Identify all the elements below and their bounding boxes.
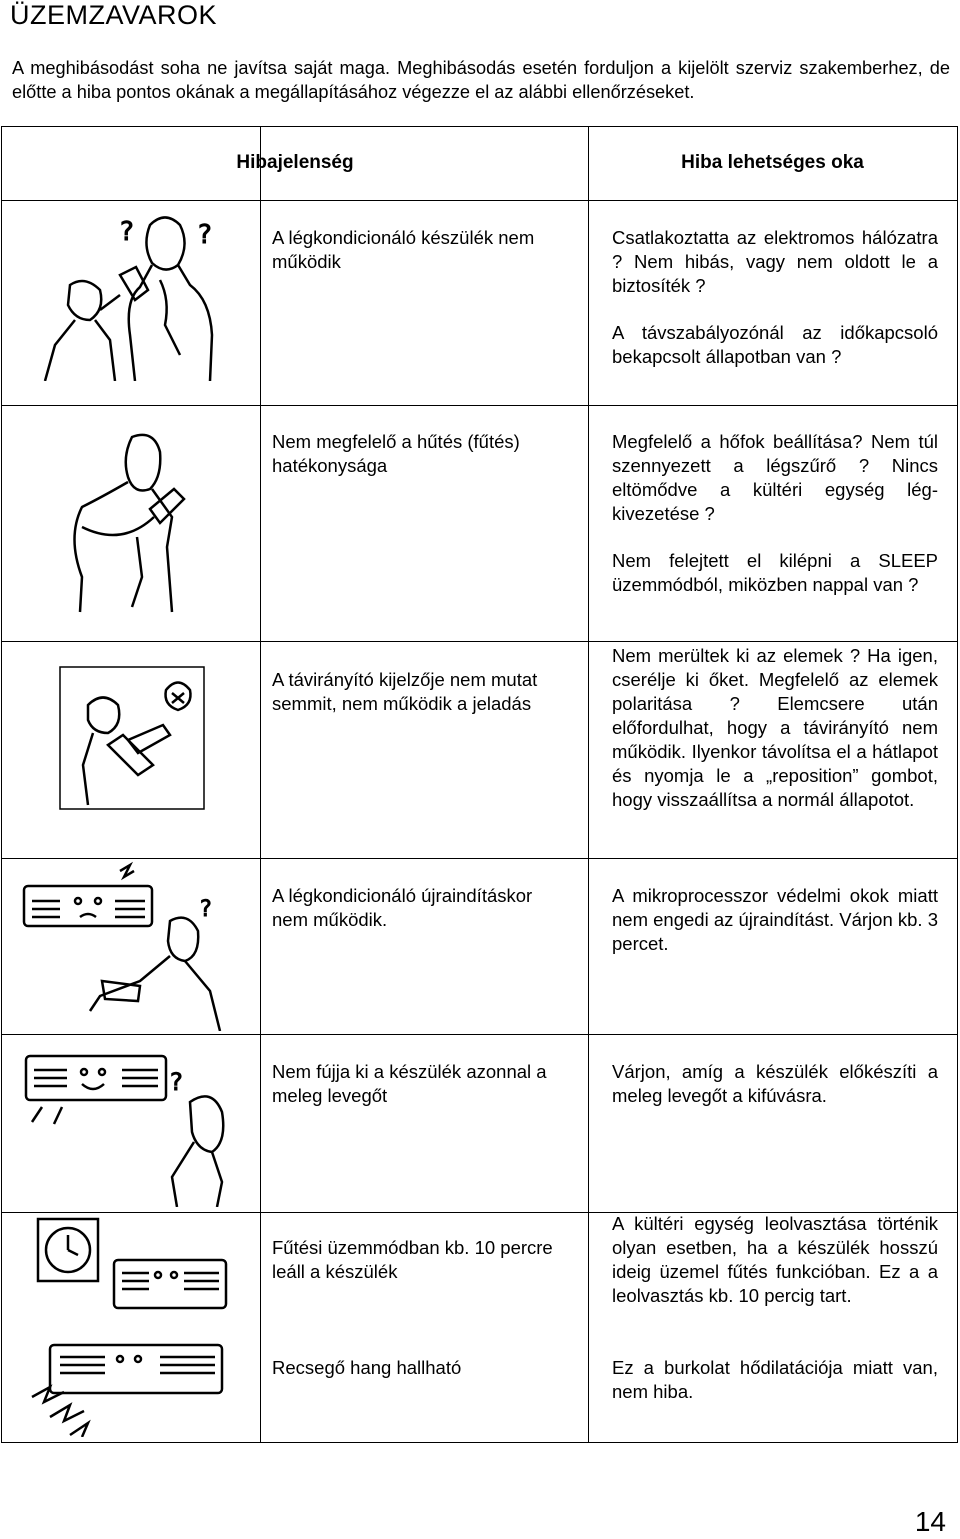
man-with-remote-illustration — [62, 427, 202, 617]
symptom-text: A légkondicionáló újraindításkor nem működik. — [272, 885, 533, 930]
column-divider — [260, 127, 261, 1442]
svg-text:?: ? — [170, 1068, 183, 1096]
svg-text:?: ? — [198, 220, 212, 250]
symptom-text: Nem fújja ki a készülék azonnal a meleg levegőt — [272, 1061, 547, 1106]
symptom-text: Recsegő hang hallható — [272, 1357, 462, 1378]
column-divider — [588, 127, 589, 1442]
cause-text: Megfelelő a hőfok beállítása? Nem túl szennyezett a légszűrő ? Nincs eltömődve a kültéri egység lég-kivezetése ? — [612, 431, 938, 524]
page-title: ÜZEMZAVAROK — [10, 0, 218, 30]
svg-text:?: ? — [120, 217, 134, 247]
header-symptom: Hibajelenség — [236, 152, 354, 173]
header-cause: Hiba lehetséges oka — [681, 152, 864, 173]
confused-people-illustration — [40, 205, 218, 381]
symptom-text: Fűtési üzemmódban kb. 10 percre leáll a készülék — [272, 1237, 553, 1282]
cause-text: Nem felejtett el kilépni a SLEEP üzemmódból, miközben nappal van ? — [612, 550, 938, 595]
cause-text: Várjon, amíg a készülék előkészíti a meleg levegőt a kifúvásra. — [612, 1061, 938, 1106]
symptom-text: A légkondicionáló készülék nem működik — [272, 227, 535, 272]
ac-restart-illustration — [20, 861, 242, 1031]
row-divider — [2, 200, 957, 201]
cause-text: Nem merültek ki az elemek ? Ha igen, cserélje ki őket. Megfelelő az elemek polaritása ? Elemcsere után előfordulhat, hogy a távirányító nem működik. Ilyenkor távolítsa el a hátlapot és nyomja le a „reposition” gombot, hogy visszaállítsa a normál állapotot. — [612, 645, 938, 810]
cause-text: A kültéri egység leolvasztása történik olyan esetben, ha a készülék hosszú ideig üzemel fűtés funkcióban. Ez a a leolvasztás kb. 10 percig tart. — [612, 1213, 938, 1306]
symptom-text: A távirányító kijelzője nem mutat semmit, nem működik a jeladás — [272, 669, 538, 714]
remote-control-illustration — [58, 665, 206, 811]
row-divider — [2, 641, 957, 642]
page-number: 14 — [914, 1506, 946, 1537]
row-divider — [2, 858, 957, 859]
row-divider — [2, 1034, 957, 1035]
cracking-ac-illustration — [30, 1337, 226, 1437]
troubleshooting-table — [1, 126, 958, 1443]
row-divider — [2, 405, 957, 406]
symptom-text: Nem megfelelő a hűtés (fűtés) hatékonysága — [272, 431, 520, 476]
cause-text: A mikroprocesszor védelmi okok miatt nem engedi az újraindítást. Várjon kb. 3 percet. — [612, 885, 938, 954]
cause-text: Csatlakoztatta az elektromos hálózatra ? Nem hibás, vagy nem oldott le a biztosíték ? — [612, 227, 938, 296]
intro-paragraph: A meghibásodást soha ne javítsa saját maga. Meghibásodás esetén forduljon a kijelölt szerviz szakemberhez, de előtte a hiba pontos okának a megállapításához végezze el az alábbi ellenőrzéseket. — [12, 58, 950, 102]
ac-no-warm-air-illustration — [22, 1042, 242, 1207]
clock-and-ac-illustration — [34, 1215, 230, 1325]
svg-text:?: ? — [200, 897, 212, 922]
cause-text: Ez a burkolat hődilatációja miatt van, nem hiba. — [612, 1357, 938, 1402]
cause-text: A távszabályozónál az időkapcsoló bekapcsolt állapotban van ? — [612, 322, 938, 367]
